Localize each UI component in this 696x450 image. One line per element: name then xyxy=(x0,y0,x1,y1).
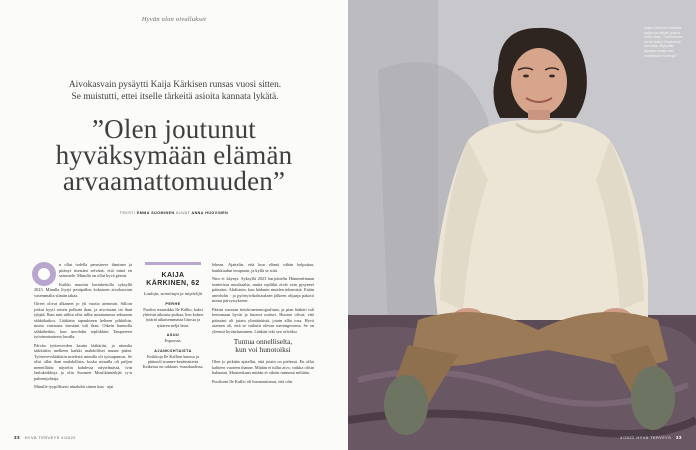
body-column-2 xyxy=(212,262,314,387)
right-page xyxy=(348,0,696,450)
body-paragraph: Päivän työtervevden kautta lääkäriin, ja niinulta taikkittiin melkeen kaikki mahdolliset muunt pääni. Työtervevslääkärin mielestä minulla oli työuupumus. Se olisi ollut ihan mahdollista, koska minulla oli paljon meneillään: näytelin kahdessa näytelmässä, ivin laulukeikkoja ja olin Suomen Musiikinneikjät ry:n puheenjohtaja. xyxy=(34,342,132,381)
body-paragraph: Olen jo pitkään ajatellut, että jotain on pielessä. En ollut kahteen vuoteen ihanne. Mitään ei tullut aivo, vaikka olisin halunnut. Muutenkaan mitään ei oikein tuntunut miltään. xyxy=(212,359,314,376)
lead-line: Aivokasvain pysäytti Kaija Kärkisen runsas vuosi sitten. xyxy=(68,80,282,90)
subheading-line: Tuntua onnelliselta, xyxy=(233,337,293,346)
body-paragraph: Pääsin suoraan tietokonetomografiaan, ja pian lääkäri tuli kertomaan hyvät ja huonot uutiset. Huonot olivat, että päässäni oli jotain ylimääräistä, jotain allia tosa. Hyvä asemen oli, että se vaikutti olevan meningeooma. Se on yleensä hyvänlaatuinen. Lääkäri teki sen selväksi. xyxy=(212,306,314,334)
section-label: Hyvän olon oivallukset xyxy=(141,16,207,23)
portrait-photo xyxy=(348,0,696,450)
credits-photo-label: KUVAT xyxy=(176,211,190,215)
sock-left xyxy=(384,375,428,435)
headline-line: ”Olen joutunut xyxy=(91,114,257,144)
fact-box-current-text: Keikkoja Ile Kallion kanssa ja päärooli trunner-kesäteatterin Kaikessa on rakkaus -musikaalissa. xyxy=(142,353,204,370)
body-paragraph: Oireet olivat alkaneet jo yli vuotta aiemmin. Silloin jotkut kyyti toisen polkuni ihan, ja aivoissani tai ihan tyhjää. Ihan tuin niihin olisi tullut muutamassa sekunnin sähkökatkos. Lääkärin tapaukseen helteen pihkiihin, mutta vastausta itsestäni tuli ihan. Oikein kunnolla sähkäheikin, kun ureohdin repliikkini Tampereen työväenteatterin lavalla. xyxy=(34,301,132,339)
footer-right-text: 4/2022 HYVÄ TERVEYS xyxy=(620,436,672,440)
body-paragraph: lehean. Ajattelin, että kun elämä vähän helpottaa, hankkiudun terapiaan, ja kyllä se siitä. xyxy=(212,262,314,273)
portrait-illustration xyxy=(348,0,696,450)
body-paragraph: Niin ei käynyt. Syksyllä 2023 harjoittelin Hämeenlinnan teatterissa musikaalia, mutta repliikit eivät vain pysyneet päässäni. Ahdistuin, kun hädanin muiden tekemistä. Erään uneohdin · ja pyörtyivikohtauksen jälkeen ohjaaja pakotti minut päivystykseen. xyxy=(212,276,314,303)
page-number-right: 33 xyxy=(675,435,682,440)
headline xyxy=(14,116,334,194)
body-paragraph: Kaikki muuttui kertaheitolla syksyllä 2023. Minulla löytyi pesäpallon kokoinen aivokasvain vasemmalta silmän takaa. xyxy=(34,281,132,298)
lead-line: Se muistutti, ettei itselle tärkeitä asioita kannata lykätä. xyxy=(71,91,279,102)
body-paragraph: Minulle tyypillisesti uinahdin siinen kun · ajat xyxy=(34,384,114,389)
credits-photographer: ANNA HUOVINEN xyxy=(191,211,229,215)
subheading-line: kun voi hunotoiksi xyxy=(235,345,291,355)
fact-box-family-heading: PERHE xyxy=(165,301,181,306)
dropcap-o xyxy=(32,262,56,286)
credits-author: EMMA SUOMINEN xyxy=(136,211,175,215)
footer-left xyxy=(14,435,76,440)
footer-left-text: HYVÄ TERVEYS 4/2022 xyxy=(24,436,76,440)
fact-box xyxy=(142,262,204,370)
headline-line: hyväksymään elämän xyxy=(55,140,293,170)
body-text: n ollut todella perusterve ihminen ja pitänyt itsestäni selvänä, että minä en sairastele. Minulla on ollut hyvä geenit. xyxy=(59,262,132,278)
lead-paragraph xyxy=(40,80,310,103)
eye xyxy=(549,75,555,78)
fact-box-home-text: Espoossa. xyxy=(164,338,182,344)
sock-right xyxy=(631,366,675,430)
fact-box-current-heading: AJANKOHTAISTA xyxy=(154,348,192,353)
body-paragraph: Puolisoni Ile Kallio oli huomauttanut, että olin xyxy=(212,378,293,384)
face xyxy=(511,48,567,116)
body-column-1 xyxy=(34,262,132,393)
eye xyxy=(523,75,529,78)
footer-right xyxy=(620,435,682,440)
fact-box-name: KAIJA KÄRKINEN, 62 xyxy=(146,272,200,287)
page-number-left: 33 xyxy=(14,435,21,440)
fact-box-family-text: Puoliso muusikko Ile Kallio, kaksi yhteistä aikuista poikaa, lien kolme tytärtä aikaisemmasta liitosta ja tyttären neljä lasta. xyxy=(142,306,204,328)
fact-box-accent-bar xyxy=(145,262,201,265)
credits-text-label: TEKSTI xyxy=(119,211,136,215)
body-paragraph xyxy=(34,262,132,279)
headline-line: arvaamattomuuden” xyxy=(62,166,286,196)
subheading xyxy=(212,338,314,354)
photo-caption: Kaija Kärkinen kävelee paljon ja vähän joskus sekin taas. ”Tuntuisihan aivan joskin ihastuman navoista. Nykyään jaksaan enää vain mielilyttää molempi.” xyxy=(644,26,683,58)
fact-box-home-heading: ASUU xyxy=(166,333,180,338)
credits xyxy=(0,211,348,215)
fact-box-description: Laulaja, sanoittaja ja näyttelijä xyxy=(143,291,203,296)
